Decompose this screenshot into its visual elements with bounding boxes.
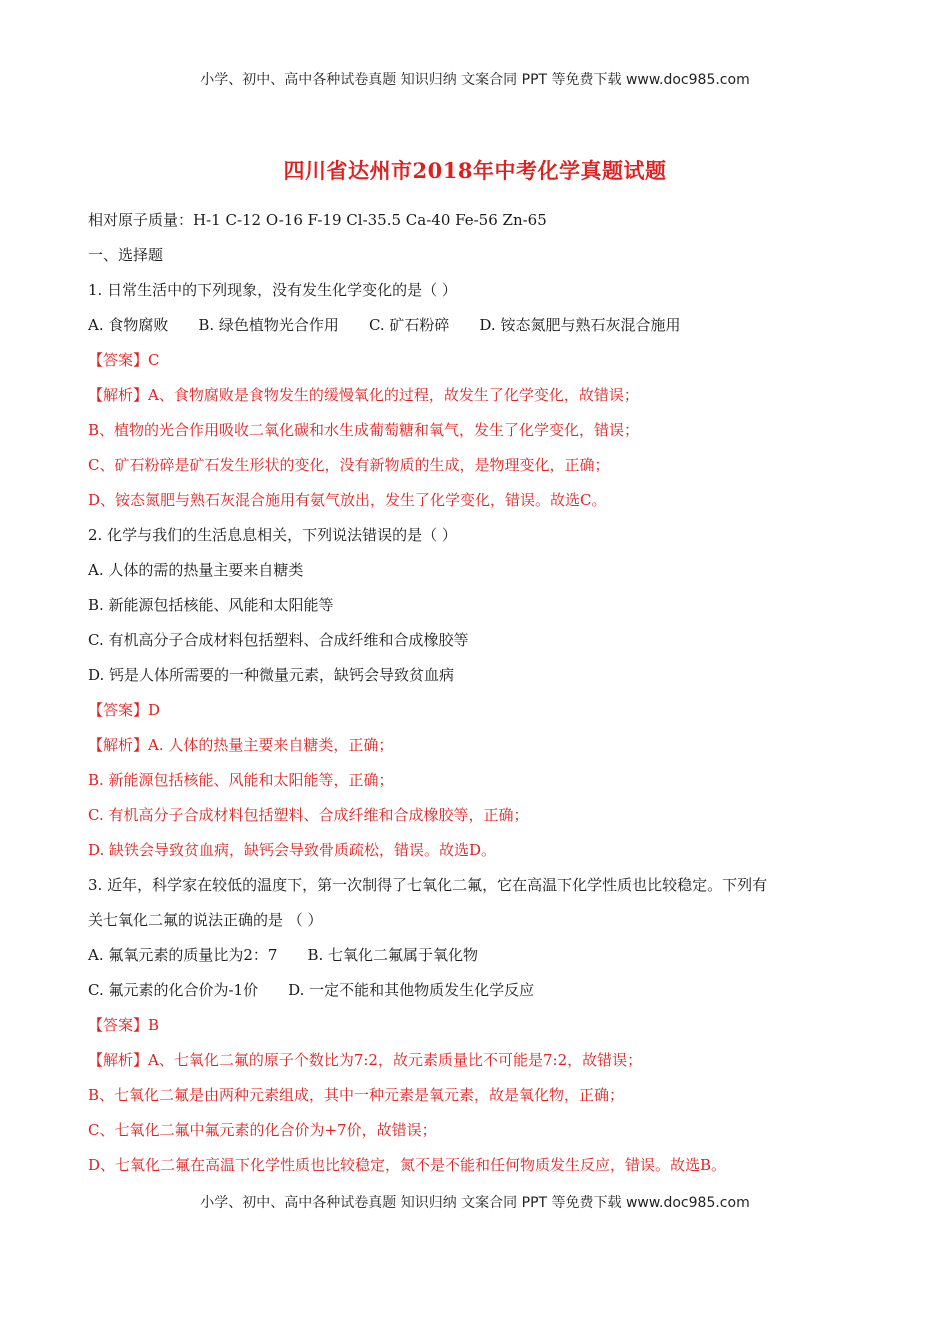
question-1-stem: 1. 日常生活中的下列现象，没有发生化学变化的是（ ） <box>88 281 457 299</box>
page-header: 小学、初中、高中各种试卷真题 知识归纳 文案合同 PPT 等免费下载 www.doc985.com <box>200 72 750 88</box>
option-c: C. 有机高分子合成材料包括塑料、合成纤维和合成橡胶等 <box>88 631 469 649</box>
question-3-stem-continued: 关七氧化二氟的说法正确的是 （ ） <box>88 911 323 929</box>
option-a: A. 食物腐败 <box>88 316 169 334</box>
question-1-options <box>88 311 868 346</box>
question-2-analysis-line: 【解析】A. 人体的热量主要来自糖类，正确； <box>88 736 394 754</box>
question-1-answer: 【答案】C <box>88 351 160 369</box>
atomic-masses: 相对原子质量：H-1 C-12 O-16 F-19 Cl-35.5 Ca-40 Fe-56 Zn-65 <box>88 211 547 229</box>
option-d: D. 钙是人体所需要的一种微量元素，缺钙会导致贫血病 <box>88 666 455 684</box>
option-c: C. 矿石粉碎 <box>368 316 450 334</box>
question-2-analysis-line: C. 有机高分子合成材料包括塑料、合成纤维和合成橡胶等，正确； <box>88 806 529 824</box>
question-3-analysis-line: C、七氧化二氟中氟元素的化合价为+7价，故错误； <box>88 1121 437 1139</box>
option-d: D. 铵态氮肥与熟石灰混合施用 <box>479 316 681 334</box>
page-footer: 小学、初中、高中各种试卷真题 知识归纳 文案合同 PPT 等免费下载 www.doc985.com <box>200 1195 750 1211</box>
question-3-stem: 3. 近年，科学家在较低的温度下，第一次制得了七氧化二氟，它在高温下化学性质也比较稳定。下列有 <box>88 876 768 894</box>
option-b: B. 新能源包括核能、风能和太阳能等 <box>88 596 334 614</box>
question-1-analysis-line: D、铵态氮肥与熟石灰混合施用有氨气放出，发生了化学变化，错误。故选C。 <box>88 491 607 509</box>
question-2-stem: 2. 化学与我们的生活息息相关，下列说法错误的是（ ） <box>88 526 457 544</box>
question-3-analysis-line: 【解析】A、七氧化二氟的原子个数比为7:2，故元素质量比不可能是7:2，故错误； <box>88 1051 643 1069</box>
question-2-analysis-line: D. 缺铁会导致贫血病，缺钙会导致骨质疏松，错误。故选D。 <box>88 841 497 859</box>
option-c: C. 氟元素的化合价为-1价 <box>88 981 259 999</box>
page-title: 四川省达州市2018年中考化学真题试题 <box>283 158 667 183</box>
question-3-analysis-line: D、七氧化二氟在高温下化学性质也比较稳定，氮不是不能和任何物质发生反应，错误。故选B。 <box>88 1156 727 1174</box>
question-1-analysis-line: 【解析】A、食物腐败是食物发生的缓慢氧化的过程，故发生了化学变化，故错误； <box>88 386 639 404</box>
option-b: B. 绿色植物光合作用 <box>198 316 339 334</box>
question-1-analysis-line: C、矿石粉碎是矿石发生形状的变化，没有新物质的生成，是物理变化，正确； <box>88 456 610 474</box>
question-1-analysis-line: B、植物的光合作用吸收二氧化碳和水生成葡萄糖和氧气，发生了化学变化，错误； <box>88 421 640 439</box>
option-a: A. 氟氧元素的质量比为2：7 <box>88 946 278 964</box>
option-b: B. 七氧化二氟属于氧化物 <box>307 946 479 964</box>
option-d: D. 一定不能和其他物质发生化学反应 <box>288 981 535 999</box>
question-3-answer: 【答案】B <box>88 1016 160 1034</box>
question-2-analysis-line: B. 新能源包括核能、风能和太阳能等，正确； <box>88 771 394 789</box>
question-3-options-row-2 <box>88 976 868 1011</box>
question-3-options-row-1 <box>88 941 868 976</box>
option-a: A. 人体的需的热量主要来自糖类 <box>88 561 304 579</box>
exam-content <box>88 206 868 1186</box>
question-3-analysis-line: B、七氧化二氟是由两种元素组成，其中一种元素是氧元素，故是氧化物，正确； <box>88 1086 625 1104</box>
section-heading: 一、选择题 <box>88 246 164 264</box>
question-2-answer: 【答案】D <box>88 701 161 719</box>
